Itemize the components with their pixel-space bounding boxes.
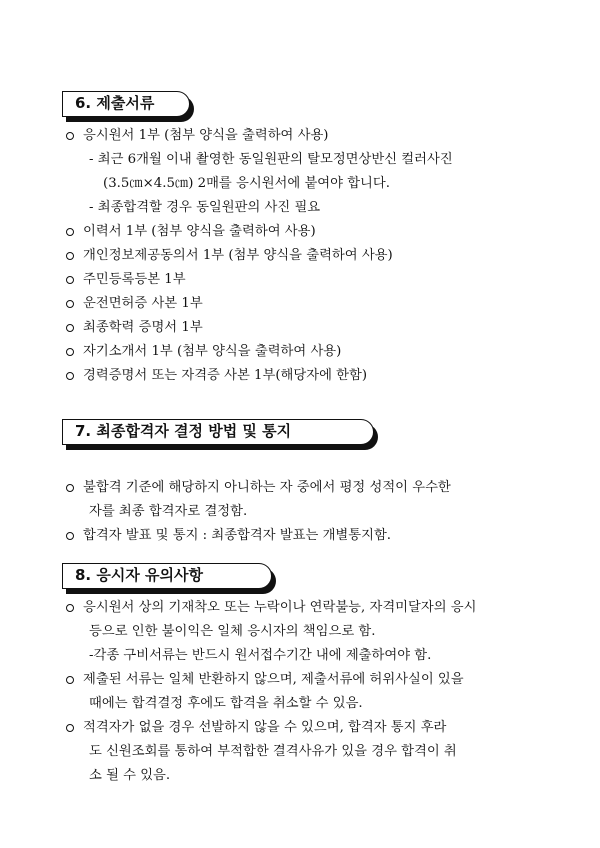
doc-line: 경력증명서 또는 자격증 사본 1부(해당자에 한함) (83, 368, 368, 383)
bullet-icon (66, 348, 74, 356)
doc-line: 합격자 발표 및 통지 : 최종합격자 발표는 개별통지함. (83, 528, 392, 543)
doc-line: 도 신원조회를 통하여 부적합한 결격사유가 있을 경우 합격이 취 (89, 744, 457, 759)
section-8-header (62, 563, 272, 589)
bullet-icon (66, 604, 74, 612)
doc-line: 등으로 인한 불이익은 일체 응시자의 책임으로 함. (89, 624, 376, 639)
doc-line: (3.5㎝×4.5㎝) 2매를 응시원서에 붙여야 합니다. (103, 176, 390, 191)
doc-line: 자를 최종 합격자로 결정함. (89, 504, 248, 519)
doc-line: 불합격 기준에 해당하지 아니하는 자 중에서 평정 성적이 우수한 (83, 480, 451, 495)
bullet-icon (66, 484, 74, 492)
doc-line: 제출된 서류는 일체 반환하지 않으며, 제출서류에 허위사실이 있을 (83, 672, 464, 687)
bullet-icon (66, 132, 74, 140)
section-6-title: 6. 제출서류 (62, 91, 190, 117)
section-7-header (62, 419, 374, 445)
bullet-icon (66, 532, 74, 540)
bullet-icon (66, 372, 74, 380)
bullet-icon (66, 324, 74, 332)
doc-line: 최종학력 증명서 1부 (83, 320, 203, 335)
doc-line: 자기소개서 1부 (첨부 양식을 출력하여 사용) (83, 344, 342, 359)
doc-line: 개인정보제공동의서 1부 (첨부 양식을 출력하여 사용) (83, 248, 393, 263)
doc-line: 주민등록등본 1부 (83, 272, 186, 287)
doc-line: 운전면허증 사본 1부 (83, 296, 203, 311)
section-8-title: 8. 응시자 유의사항 (62, 563, 272, 589)
doc-line: - 최근 6개월 이내 촬영한 동일원판의 탈모정면상반신 컬러사진 (89, 152, 453, 167)
doc-line: 때에는 합격결정 후에도 합격을 취소할 수 있음. (89, 696, 363, 711)
bullet-icon (66, 252, 74, 260)
doc-line: 적격자가 없을 경우 선발하지 않을 수 있으며, 합격자 통지 후라 (83, 720, 447, 735)
bullet-icon (66, 228, 74, 236)
bullet-icon (66, 300, 74, 308)
doc-line: 응시원서 상의 기재착오 또는 누락이나 연락불능, 자격미달자의 응시 (83, 600, 477, 615)
bullet-icon (66, 724, 74, 732)
doc-line: 이력서 1부 (첨부 양식을 출력하여 사용) (83, 224, 316, 239)
section-7-title: 7. 최종합격자 결정 방법 및 통지 (62, 419, 374, 445)
doc-line: 응시원서 1부 (첨부 양식을 출력하여 사용) (83, 128, 329, 143)
doc-line: - 최종합격할 경우 동일원판의 사진 필요 (89, 200, 321, 215)
bullet-icon (66, 676, 74, 684)
doc-line: -각종 구비서류는 반드시 원서접수기간 내에 제출하여야 함. (89, 648, 432, 663)
section-6-header (62, 91, 190, 117)
doc-line: 소 될 수 있음. (89, 768, 171, 783)
bullet-icon (66, 276, 74, 284)
